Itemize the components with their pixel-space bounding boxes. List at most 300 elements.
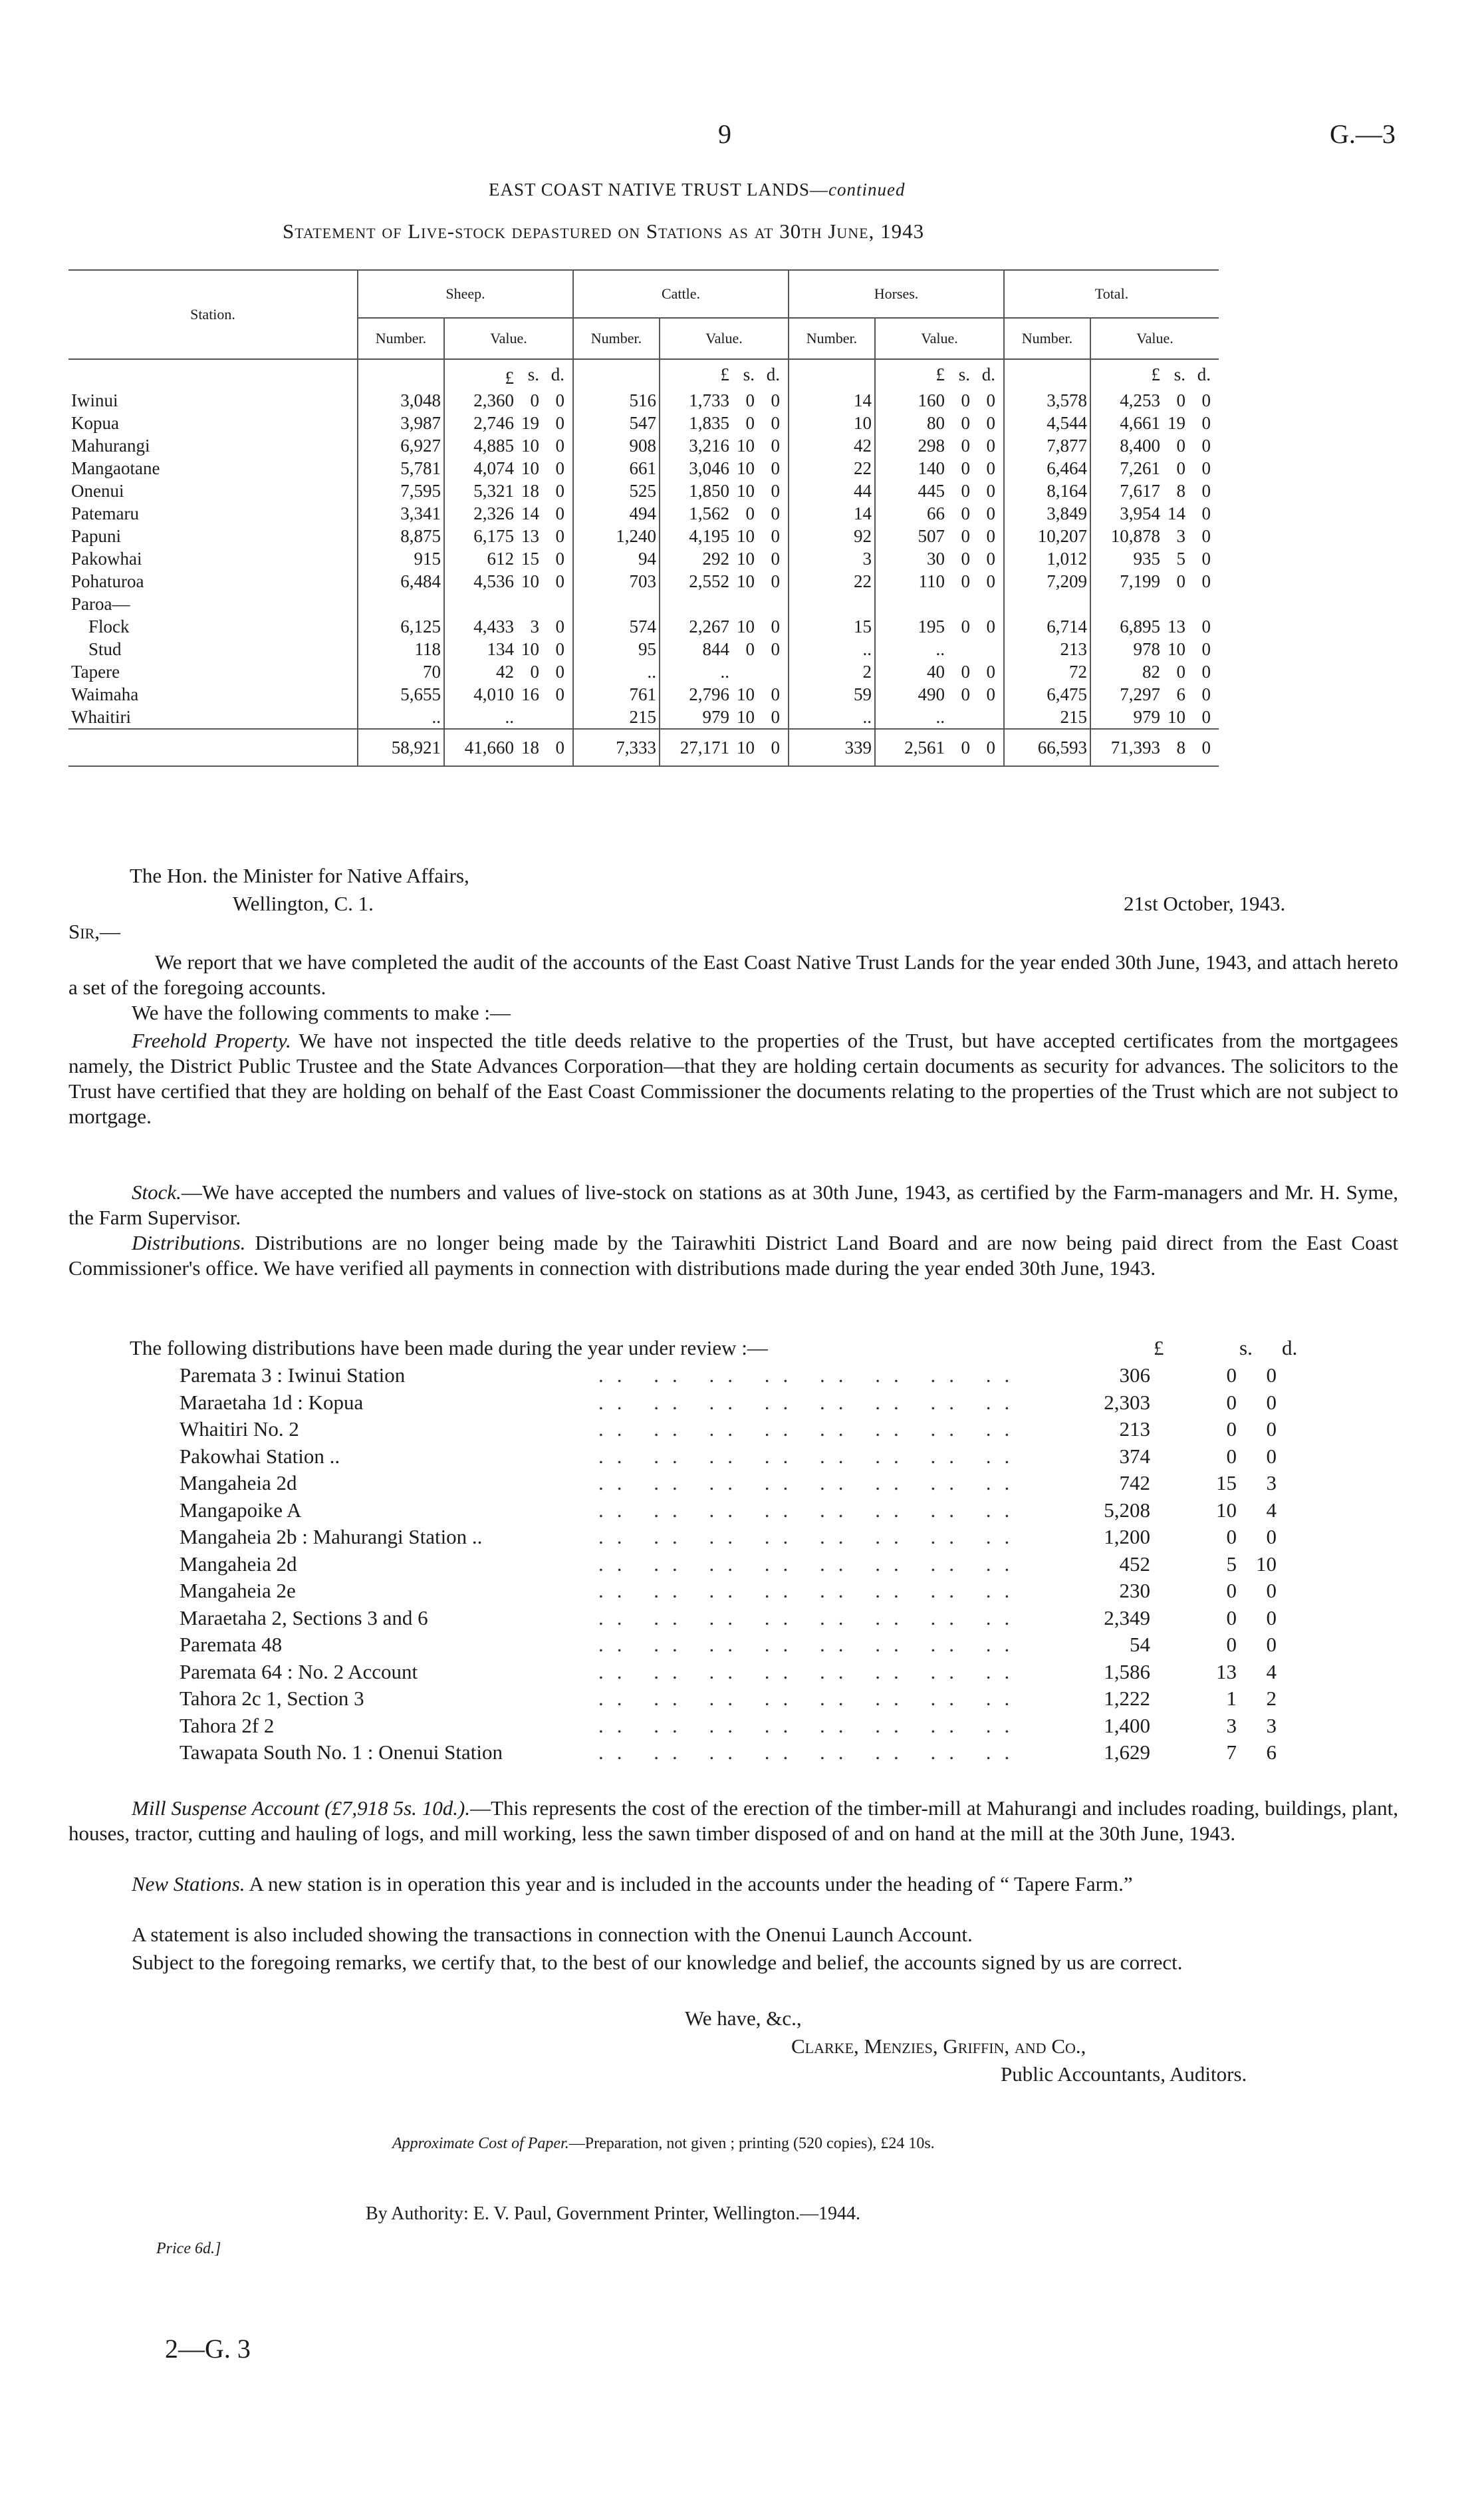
cell-sd: 0: [555, 684, 564, 704]
cell-cd: 0: [771, 458, 780, 478]
cell-tl: 7,261: [1090, 457, 1163, 480]
cell-sd: 0: [555, 458, 564, 478]
distribution-name: Paremata 64 : No. 2 Account: [180, 1659, 418, 1683]
cell-spacer: [783, 683, 789, 706]
distribution-item: [180, 1498, 1323, 1524]
cell-spacer: [998, 525, 1004, 547]
cell-sn: 7,595: [358, 480, 444, 502]
cell-cn: ..: [573, 660, 660, 683]
distribution-name: Maraetaha 2, Sections 3 and 6: [180, 1605, 428, 1629]
cell-ss: 19: [521, 412, 539, 433]
cell-cs: [732, 593, 757, 615]
distribution-name: Mangaheia 2e: [180, 1579, 296, 1602]
cell-cn: 95: [573, 638, 660, 660]
signer-firm: Clarke, Menzies, Griffin, and Co.,: [791, 2034, 1086, 2058]
cell-hd: 0: [986, 571, 995, 591]
cell-tl: 7,199: [1090, 570, 1163, 593]
cell-hl: 40: [875, 660, 947, 683]
cell-spacer: [1213, 412, 1219, 434]
cell-sl: 6,175: [444, 525, 517, 547]
table-row: [68, 457, 1219, 480]
cell-spacer: [1213, 615, 1219, 638]
table-row: [68, 412, 1219, 434]
cell-spacer: [567, 502, 573, 525]
cell-ss: 13: [521, 525, 539, 546]
cell-sn: 3,341: [358, 502, 444, 525]
cell-sl: 2,360: [444, 389, 517, 412]
distribution-shillings: 0: [1226, 1417, 1237, 1441]
distribution-pounds: 452: [1119, 1552, 1150, 1576]
leader-dots: .. .. .. .. .. .. .. ..: [598, 1579, 1023, 1602]
cell-tn: 72: [1004, 660, 1090, 683]
cell-spacer: [1213, 502, 1219, 525]
cell-tl: 10,878: [1090, 525, 1163, 547]
col-sheep-value: Value.: [444, 318, 573, 359]
cell-cn: 1,240: [573, 525, 660, 547]
distribution-item: [180, 1552, 1323, 1578]
cell-hd: 0: [986, 661, 995, 682]
distribution-pence: 0: [1266, 1579, 1277, 1602]
cell-sd: 0: [555, 525, 564, 546]
cell-hs: 0: [961, 661, 970, 682]
cell-sd: 0: [555, 571, 564, 591]
cell-spacer: [567, 660, 573, 683]
cell-cn: [573, 593, 660, 615]
distribution-shillings: 15: [1216, 1471, 1237, 1494]
table-row: [68, 593, 1219, 615]
cell-tn: 1,012: [1004, 547, 1090, 570]
cell-hl: 490: [875, 683, 947, 706]
distribution-name: Tawapata South No. 1 : Onenui Station: [180, 1740, 503, 1764]
cell-sl: 4,433: [444, 615, 517, 638]
table-row: [68, 480, 1219, 502]
cell-sn: 3,987: [358, 412, 444, 434]
cell-cn: 94: [573, 547, 660, 570]
closing: We have, &c.,: [685, 2007, 802, 2030]
cell-hl: 160: [875, 389, 947, 412]
cell-hd: 0: [986, 458, 995, 478]
table-row: [68, 525, 1219, 547]
letter-date: 21st October, 1943.: [1124, 892, 1286, 915]
cell-ts: [1163, 593, 1188, 615]
cell-hn: 10: [789, 412, 875, 434]
cell-hl: 30: [875, 547, 947, 570]
cell-hd: 0: [986, 412, 995, 433]
unit-pence: d.: [1197, 364, 1211, 384]
paragraph-certification: Subject to the foregoing remarks, we certify that, to the best of our knowledge and belief, the accounts signed by us are correct.: [132, 1951, 1183, 1974]
cell-cl: 292: [660, 547, 732, 570]
cell-spacer: [567, 412, 573, 434]
distribution-shillings: 10: [1216, 1498, 1237, 1522]
table-row: [68, 683, 1219, 706]
cell-spacer: [998, 389, 1004, 412]
distribution-item: [180, 1740, 1323, 1766]
cell-ss: 0: [530, 390, 539, 410]
cell-ss: 15: [521, 548, 539, 569]
col-group-cattle: Cattle.: [573, 270, 789, 318]
col-total-number: Number.: [1004, 318, 1090, 359]
cell-tl: 4,253: [1090, 389, 1163, 412]
table-row: [68, 638, 1219, 660]
cell-cs: 0: [745, 638, 755, 659]
cell-tl: 82: [1090, 660, 1163, 683]
cell-spacer: [783, 502, 789, 525]
leader-dots: .. .. .. .. .. .. .. ..: [598, 1390, 1023, 1414]
cell-ss: 10: [521, 571, 539, 591]
cell-cd: [757, 660, 783, 683]
cell-td: [1188, 593, 1213, 615]
cell-hs: 0: [961, 435, 970, 456]
cell-cn: 908: [573, 434, 660, 457]
cell-ss: 18: [521, 480, 539, 501]
cell-cd: 0: [771, 480, 780, 501]
table-row: [68, 502, 1219, 525]
cell-tn: 6,475: [1004, 683, 1090, 706]
cell-spacer: [1213, 706, 1219, 729]
cell-ss: [517, 706, 542, 729]
cell-hn: 14: [789, 389, 875, 412]
cell-cs: 0: [745, 503, 755, 523]
distribution-item: [180, 1445, 1323, 1470]
cell-sn: 70: [358, 660, 444, 683]
cell-cd: 0: [771, 548, 780, 569]
distribution-shillings: 0: [1226, 1363, 1237, 1387]
unit-shilling: s.: [743, 364, 755, 384]
leader-dots: .. .. .. .. .. .. .. ..: [598, 1633, 1023, 1656]
leader-dots: .. .. .. .. .. .. .. ..: [598, 1713, 1023, 1737]
cell-tn: 3,578: [1004, 389, 1090, 412]
cell-spacer: [1213, 683, 1219, 706]
cell-sd: 0: [555, 661, 564, 682]
cell-tl: 8,400: [1090, 434, 1163, 457]
cell-sl: 2,746: [444, 412, 517, 434]
cell-hs: 0: [961, 458, 970, 478]
cell-ts: 0: [1176, 390, 1185, 410]
cell-sn: [358, 593, 444, 615]
leader-dots: .. .. .. .. .. .. .. ..: [598, 1605, 1023, 1629]
distribution-pounds: 742: [1119, 1471, 1150, 1494]
col-group-horses: Horses.: [789, 270, 1004, 318]
cell-sn: ..: [358, 706, 444, 729]
cell-tl: [1090, 593, 1163, 615]
cell-cs: 10: [737, 571, 755, 591]
cell-cd: 0: [771, 435, 780, 456]
unit-pence: d.: [981, 364, 995, 384]
cell-sl: 612: [444, 547, 517, 570]
cell-hl: ..: [875, 638, 947, 660]
distribution-item: [180, 1363, 1323, 1389]
distribution-name: Whaitiri No. 2: [180, 1417, 299, 1441]
cell-sd: 0: [555, 503, 564, 523]
cell-hd: 0: [986, 616, 995, 636]
printer-authority: By Authority: E. V. Paul, Government Printer, Wellington.—1944.: [366, 2203, 861, 2224]
distribution-item: [180, 1391, 1323, 1416]
cell-hn: 22: [789, 457, 875, 480]
cell-spacer: [783, 547, 789, 570]
cell-hs: 0: [961, 571, 970, 591]
distribution-item: [180, 1471, 1323, 1496]
distribution-pence: 2: [1266, 1687, 1277, 1710]
page-number: 9: [718, 119, 731, 149]
distribution-pence: 3: [1266, 1471, 1277, 1494]
cell-sn: 6,927: [358, 434, 444, 457]
leader-dots: .. .. .. .. .. .. .. ..: [598, 1552, 1023, 1576]
cell-sl: 2,326: [444, 502, 517, 525]
cell-sd: 0: [555, 638, 564, 659]
table-row: [68, 570, 1219, 593]
cell-spacer: [998, 434, 1004, 457]
cell-spacer: [998, 706, 1004, 729]
distribution-item: [180, 1579, 1323, 1604]
unit-pence: d.: [766, 364, 780, 384]
distribution-pounds: 54: [1130, 1633, 1150, 1656]
cell-hs: 0: [961, 390, 970, 410]
cell-spacer: [567, 480, 573, 502]
cell-spacer: [567, 638, 573, 660]
cell-cn: 703: [573, 570, 660, 593]
cell-spacer: [1213, 660, 1219, 683]
cell-tl: 4,661: [1090, 412, 1163, 434]
cell-cs: 0: [745, 390, 755, 410]
cell-sn: 8,875: [358, 525, 444, 547]
cell-cl: 979: [660, 706, 732, 729]
cell-hd: 0: [986, 435, 995, 456]
cell-cl: 2,267: [660, 615, 732, 638]
cell-spacer: [998, 457, 1004, 480]
distribution-pence: 10: [1256, 1552, 1277, 1576]
cell-ss: [517, 593, 542, 615]
cell-cl: [660, 593, 732, 615]
distribution-item: [180, 1417, 1323, 1443]
cell-spacer: [783, 457, 789, 480]
distribution-pence: 4: [1266, 1659, 1277, 1683]
distribution-pounds: 213: [1119, 1417, 1150, 1441]
station-name: Papuni: [71, 525, 122, 546]
distribution-name: Paremata 3 : Iwinui Station: [180, 1363, 406, 1387]
cell-spacer: [1213, 570, 1219, 593]
col-station: Station.: [68, 270, 358, 359]
cell-ts: 10: [1168, 706, 1185, 727]
cell-cn: 547: [573, 412, 660, 434]
cell-hd: 0: [986, 548, 995, 569]
cell-spacer: [1213, 547, 1219, 570]
cell-ts: 0: [1176, 571, 1185, 591]
distribution-item: [180, 1687, 1323, 1712]
station-name: Kopua: [71, 412, 119, 433]
cell-spacer: [998, 638, 1004, 660]
unit-shilling: s.: [958, 364, 970, 384]
cell-cn: 525: [573, 480, 660, 502]
cell-cn: 494: [573, 502, 660, 525]
cell-hl: 140: [875, 457, 947, 480]
distribution-pounds: 306: [1119, 1363, 1150, 1387]
cell-tn: [1004, 593, 1090, 615]
cell-spacer: [1213, 593, 1219, 615]
cell-hs: [947, 638, 973, 660]
cell-spacer: [567, 525, 573, 547]
distribution-pounds: 1,200: [1104, 1525, 1150, 1548]
cell-spacer: [1213, 638, 1219, 660]
col-group-total: Total.: [1004, 270, 1219, 318]
totals-row: 58,921 41,660 18 0 7,333 27,171 10 0 339 2,561 0 0 66,593 71,393 8 0: [68, 729, 1219, 766]
leader-dots: .. .. .. .. .. .. .. ..: [598, 1525, 1023, 1548]
cell-tn: 215: [1004, 706, 1090, 729]
cell-tl: 6,895: [1090, 615, 1163, 638]
cell-hs: 0: [961, 412, 970, 433]
col-horses-number: Number.: [789, 318, 875, 359]
cell-hl: [875, 593, 947, 615]
leader-dots: .. .. .. .. .. .. .. ..: [598, 1444, 1023, 1468]
cell-spacer: [567, 683, 573, 706]
paragraph-distributions: Distributions. Distributions are no longer being made by the Tairawhiti District Land Board and are now being paid direct from the East Coast Commissioner's office. We have verified all payments in connection with distributions made during the year ended 30th June, 1943.: [68, 1231, 1398, 1280]
distribution-item: [180, 1660, 1323, 1685]
distribution-shillings: 3: [1226, 1713, 1237, 1737]
cell-hd: [973, 638, 998, 660]
cell-hs: 0: [961, 503, 970, 523]
cell-spacer: [783, 593, 789, 615]
cell-spacer: [783, 660, 789, 683]
cell-tn: 213: [1004, 638, 1090, 660]
distribution-pence: 0: [1266, 1605, 1277, 1629]
station-name: Mangaotane: [71, 458, 160, 478]
distribution-name: Tahora 2c 1, Section 3: [180, 1687, 364, 1710]
cell-spacer: [567, 389, 573, 412]
cell-hn: ..: [789, 706, 875, 729]
cell-tl: 7,297: [1090, 683, 1163, 706]
cell-spacer: [1213, 525, 1219, 547]
cell-spacer: [567, 434, 573, 457]
distribution-name: Tahora 2f 2: [180, 1713, 275, 1737]
cell-ts: 6: [1176, 684, 1185, 704]
leader-dots: .. .. .. .. .. .. .. ..: [598, 1659, 1023, 1683]
cell-cs: 10: [737, 548, 755, 569]
cell-ts: 13: [1168, 616, 1185, 636]
station-name: Whaitiri: [71, 706, 131, 727]
unit-shilling: s.: [1174, 364, 1185, 384]
cell-sl: 4,010: [444, 683, 517, 706]
distribution-pounds: 1,629: [1104, 1740, 1150, 1764]
station-name: Waimaha: [71, 684, 139, 704]
distribution-shillings: 5: [1226, 1552, 1237, 1576]
distribution-pounds: 1,222: [1104, 1687, 1150, 1710]
cell-tl: 979: [1090, 706, 1163, 729]
station-name: Flock: [88, 616, 130, 636]
leader-dots: .. .. .. .. .. .. .. ..: [598, 1498, 1023, 1522]
distribution-shillings: 13: [1216, 1659, 1237, 1683]
cell-hs: 0: [961, 548, 970, 569]
cell-spacer: [998, 570, 1004, 593]
cell-cs: [732, 660, 757, 683]
cell-ss: 10: [521, 435, 539, 456]
cell-spacer: [783, 706, 789, 729]
unit-pound: £: [660, 359, 732, 389]
cell-ss: 14: [521, 503, 539, 523]
cell-td: 0: [1201, 638, 1211, 659]
cell-ts: 0: [1176, 458, 1185, 478]
cell-td: 0: [1201, 390, 1211, 410]
distribution-item: [180, 1525, 1323, 1550]
cell-ts: 3: [1176, 525, 1185, 546]
cell-hs: [947, 706, 973, 729]
cell-cd: 0: [771, 638, 780, 659]
distribution-shillings: 0: [1226, 1390, 1237, 1414]
distribution-shillings: 0: [1226, 1633, 1237, 1656]
cell-cs: 10: [737, 706, 755, 727]
cell-hn: 14: [789, 502, 875, 525]
table-title: Statement of Live-stock depastured on Stations as at 30th June, 1943: [283, 219, 925, 243]
cell-hn: 15: [789, 615, 875, 638]
addressee-line-1: The Hon. the Minister for Native Affairs,: [130, 864, 469, 887]
cell-hl: 195: [875, 615, 947, 638]
cell-td: 0: [1201, 458, 1211, 478]
distribution-pence: 0: [1266, 1417, 1277, 1441]
distribution-pence: 0: [1266, 1525, 1277, 1548]
cell-hn: 59: [789, 683, 875, 706]
cell-cn: 215: [573, 706, 660, 729]
cell-hs: 0: [961, 480, 970, 501]
cell-spacer: [1213, 389, 1219, 412]
cell-hd: 0: [986, 480, 995, 501]
distribution-name: Mangaheia 2d: [180, 1471, 297, 1494]
cell-sd: 0: [555, 412, 564, 433]
cell-hd: 0: [986, 684, 995, 704]
cell-ts: 0: [1176, 435, 1185, 456]
paragraph-launch-account: A statement is also included showing the transactions in connection with the Onenui Launch Account.: [132, 1923, 973, 1946]
cell-cd: 0: [771, 684, 780, 704]
cell-spacer: [783, 638, 789, 660]
cell-cl: 1,850: [660, 480, 732, 502]
distribution-item: [180, 1633, 1323, 1658]
cell-tn: 4,544: [1004, 412, 1090, 434]
cell-hn: [789, 593, 875, 615]
cell-cn: 516: [573, 389, 660, 412]
distribution-pounds: 1,586: [1104, 1659, 1150, 1683]
livestock-table: [68, 269, 1219, 767]
distribution-pounds: 2,303: [1104, 1390, 1150, 1414]
distribution-pence: 4: [1266, 1498, 1277, 1522]
cell-ts: 19: [1168, 412, 1185, 433]
col-group-sheep: Sheep.: [358, 270, 573, 318]
table-row: [68, 389, 1219, 412]
cell-hl: 445: [875, 480, 947, 502]
cell-hd: 0: [986, 503, 995, 523]
distribution-shillings: 0: [1226, 1525, 1237, 1548]
cell-ss: 10: [521, 458, 539, 478]
print-signature: 2—G. 3: [165, 2334, 251, 2364]
cell-cs: 10: [737, 616, 755, 636]
cell-sd: 0: [555, 435, 564, 456]
cell-cn: 574: [573, 615, 660, 638]
cell-hn: 42: [789, 434, 875, 457]
cell-cn: 661: [573, 457, 660, 480]
cell-spacer: [783, 389, 789, 412]
cell-tn: 8,164: [1004, 480, 1090, 502]
cell-hd: 0: [986, 390, 995, 410]
cell-cd: 0: [771, 503, 780, 523]
cell-tn: 3,849: [1004, 502, 1090, 525]
cell-spacer: [567, 457, 573, 480]
cell-hs: [947, 593, 973, 615]
unit-pound: £: [1090, 359, 1163, 389]
cell-cs: 10: [737, 435, 755, 456]
cell-cd: 0: [771, 706, 780, 727]
cell-cn: 761: [573, 683, 660, 706]
distribution-name: Pakowhai Station ..: [180, 1444, 340, 1468]
distribution-pence: 0: [1266, 1363, 1277, 1387]
cell-cl: 1,835: [660, 412, 732, 434]
cell-sd: 0: [555, 390, 564, 410]
cell-tl: 978: [1090, 638, 1163, 660]
